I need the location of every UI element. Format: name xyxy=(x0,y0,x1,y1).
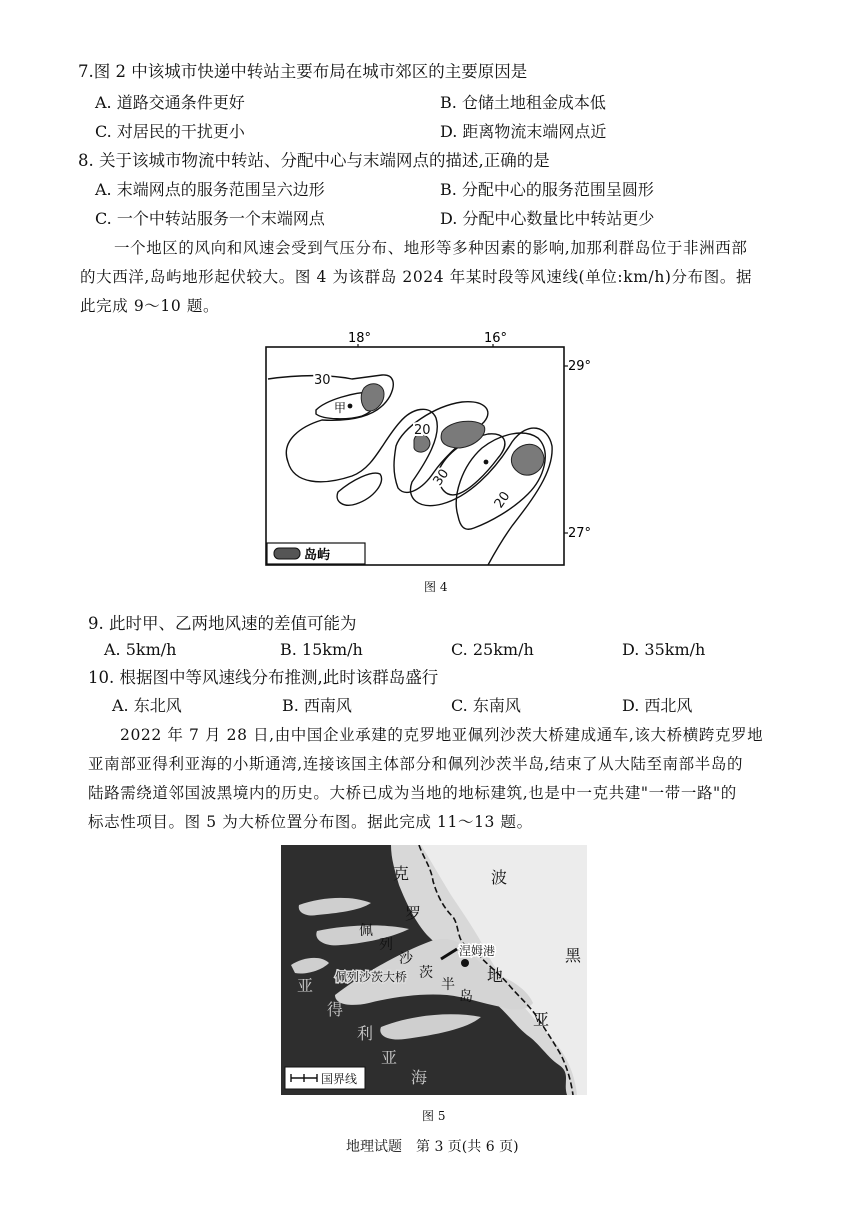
fig5-sea-3: 亚 xyxy=(381,1048,398,1067)
fig5-pen-0: 佩 xyxy=(359,923,373,939)
fig4-lat-27: 27° xyxy=(568,526,592,541)
fig5-label-ke: 克 xyxy=(393,864,410,883)
fig4-caption: 图 4 xyxy=(424,580,448,594)
fig4-lon-16: 16° xyxy=(484,331,508,346)
passage2-line3: 陆路需绕道邻国波黑境内的历史。大桥已成为当地的地标建筑,也是中一克共建"一带一路"的 xyxy=(88,784,737,802)
fig5-label-di: 地 xyxy=(487,966,504,985)
q7-option-d[interactable]: D. 距离物流末端网点近 xyxy=(440,122,607,141)
q8-stem: 8. 关于该城市物流中转站、分配中心与末端网点的描述,正确的是 xyxy=(78,151,550,170)
q7-stem: 7.图 2 中该城市快递中转站主要布局在城市郊区的主要原因是 xyxy=(78,62,528,81)
fig4-lon-18: 18° xyxy=(348,331,372,346)
passage1-line2: 的大西洋,岛屿地形起伏较大。图 4 为该群岛 2024 年某时段等风速线(单位:km/h)分布图。据 xyxy=(80,268,753,286)
fig5-sea-1: 得 xyxy=(327,1000,344,1019)
fig5-legend-label: 国界线 xyxy=(321,1072,358,1086)
fig4-label-20-mid: 20 xyxy=(414,423,431,438)
fig4-label-jia: 甲 xyxy=(334,401,347,415)
fig5-label-ya-east: 亚 xyxy=(533,1010,550,1029)
q10-option-b[interactable]: B. 西南风 xyxy=(282,696,352,715)
q8-option-c[interactable]: C. 一个中转站服务一个末端网点 xyxy=(95,209,325,228)
page-footer: 地理试题 第 3 页(共 6 页) xyxy=(346,1139,519,1155)
fig4-legend-label: 岛屿 xyxy=(304,548,331,563)
fig4-point-jia xyxy=(348,404,353,409)
figure-4-isotach-map xyxy=(262,322,622,572)
q10-option-a[interactable]: A. 东北风 xyxy=(112,696,182,715)
q8-option-b[interactable]: B. 分配中心的服务范围呈圆形 xyxy=(440,180,654,199)
q7-option-b[interactable]: B. 仓储土地租金成本低 xyxy=(440,93,606,112)
fig4-legend-island-swatch xyxy=(274,548,300,559)
fig5-pen-4: 半 xyxy=(441,977,455,993)
figure-5-bridge-location-map xyxy=(281,845,587,1095)
fig5-label-bo: 波 xyxy=(491,868,508,887)
fig5-caption: 图 5 xyxy=(422,1109,446,1123)
fig4-label-30-top: 30 xyxy=(314,373,331,388)
q9-stem: 9. 此时甲、乙两地风速的差值可能为 xyxy=(88,614,357,633)
fig5-neum-label: 涅姆港 xyxy=(459,944,496,958)
fig5-neum-point xyxy=(461,959,469,967)
fig4-point-yi xyxy=(484,460,489,465)
q10-stem: 10. 根据图中等风速线分布推测,此时该群岛盛行 xyxy=(88,668,439,687)
fig5-sea-0: 亚 xyxy=(297,976,314,995)
q7-option-c[interactable]: C. 对居民的干扰更小 xyxy=(95,122,245,141)
fig5-pen-3: 茨 xyxy=(419,965,433,981)
q8-option-a[interactable]: A. 末端网点的服务范围呈六边形 xyxy=(95,180,325,199)
q8-option-d[interactable]: D. 分配中心数量比中转站更少 xyxy=(440,209,655,228)
fig5-pen-2: 沙 xyxy=(399,951,413,967)
q10-option-c[interactable]: C. 东南风 xyxy=(451,696,521,715)
fig5-sea-4: 海 xyxy=(411,1068,428,1087)
q9-option-b[interactable]: B. 15km/h xyxy=(280,640,363,659)
fig5-pen-5: 岛 xyxy=(459,989,473,1005)
fig4-label-20-bottom: 20 xyxy=(491,488,514,512)
passage2-line2: 亚南部亚得利亚海的小斯通湾,连接该国主体部分和佩列沙茨半岛,结束了从大陆至南部半岛的 xyxy=(88,755,744,773)
passage2-line4: 标志性项目。图 5 为大桥位置分布图。据此完成 11～13 题。 xyxy=(88,813,533,831)
q9-option-a[interactable]: A. 5km/h xyxy=(104,640,177,659)
fig5-sea-2: 利 xyxy=(357,1024,374,1043)
fig5-pen-1: 列 xyxy=(379,937,393,953)
q9-option-c[interactable]: C. 25km/h xyxy=(451,640,534,659)
q9-option-d[interactable]: D. 35km/h xyxy=(622,640,706,659)
fig5-bridge-label: 佩列沙茨大桥 xyxy=(335,970,408,984)
q10-option-d[interactable]: D. 西北风 xyxy=(622,696,693,715)
fig4-lat-29: 29° xyxy=(568,359,592,374)
passage1-line3: 此完成 9～10 题。 xyxy=(80,297,220,315)
fig4-label-30-mid: 30 xyxy=(430,466,453,489)
passage1-line1: 一个地区的风向和风速会受到气压分布、地形等多种因素的影响,加那利群岛位于非洲西部 xyxy=(114,239,748,257)
fig5-label-luo: 罗 xyxy=(405,904,422,923)
fig5-label-hei: 黑 xyxy=(565,946,582,965)
passage2-line1: 2022 年 7 月 28 日,由中国企业承建的克罗地亚佩列沙茨大桥建成通车,该大桥横跨克罗地 xyxy=(120,726,764,744)
q7-option-a[interactable]: A. 道路交通条件更好 xyxy=(95,93,245,112)
